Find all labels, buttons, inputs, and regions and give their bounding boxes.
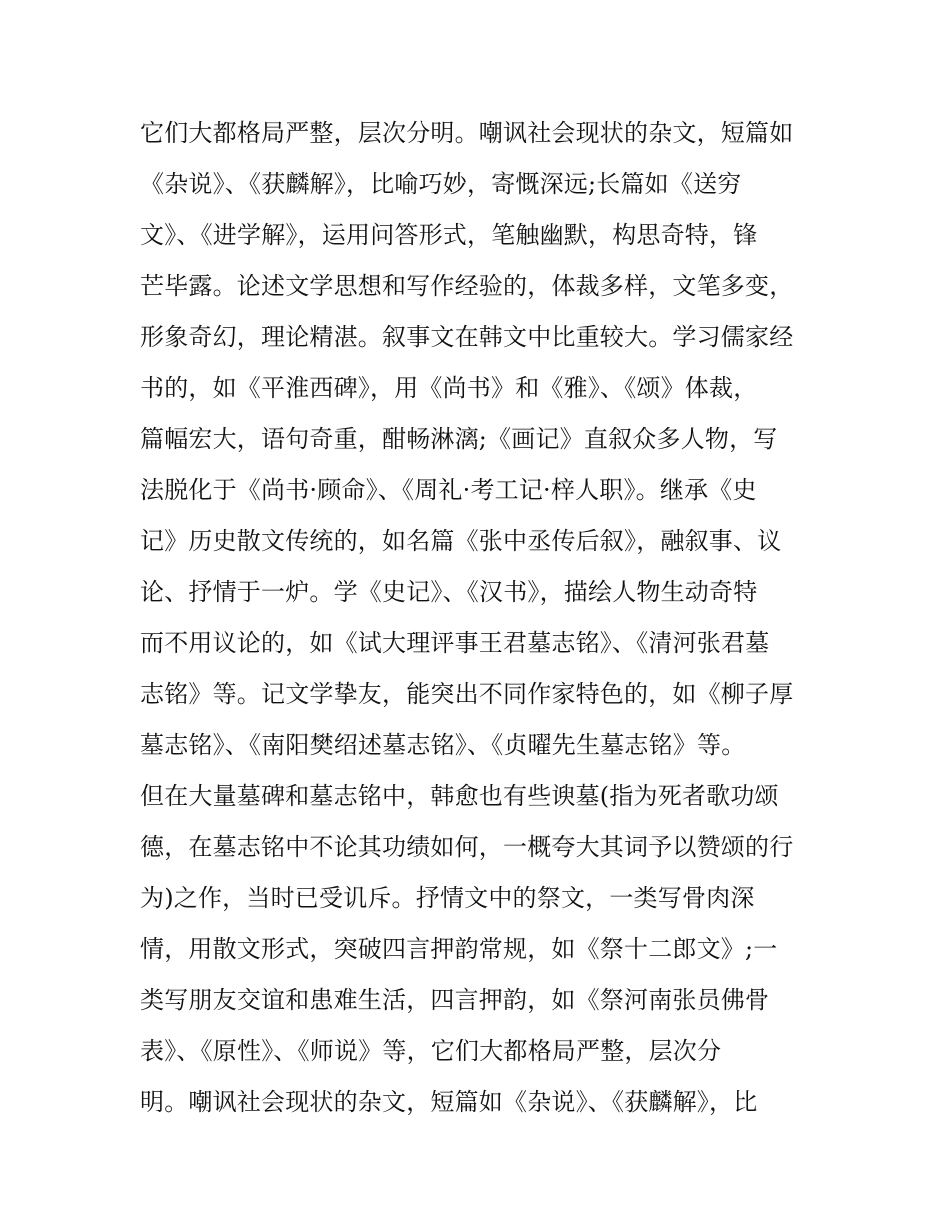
- text-line: 它们大都格局严整，层次分明。嘲讽社会现状的杂文，短篇如: [140, 119, 794, 147]
- text-line: 墓志铭》、《南阳樊绍述墓志铭》、《贞曜先生墓志铭》等。: [140, 731, 746, 759]
- text-line: 法脱化于《尚书·顾命》、《周礼·考工记·梓人职》。继承《史: [140, 476, 757, 504]
- body-text: [140, 108, 820, 1128]
- text-line: 芒毕露。论述文学思想和写作经验的，体裁多样，文笔多变，: [140, 272, 794, 300]
- text-line: 情，用散文形式，突破四言押韵常规，如《祭十二郎文》;一: [140, 935, 778, 963]
- text-line: 志铭》等。记文学挚友，能突出不同作家特色的，如《柳子厚: [140, 680, 794, 708]
- text-line: 而不用议论的，如《试大理评事王君墓志铭》、《清河张君墓: [140, 629, 770, 657]
- text-line: 德，在墓志铭中不论其功绩如何，一概夸大其词予以赞颂的行: [140, 833, 794, 861]
- text-line: 明。嘲讽社会现状的杂文，短篇如《杂说》、《获麟解》，比: [140, 1088, 758, 1116]
- text-line: 表》、《原性》、《师说》等，它们大都格局严整，层次分: [140, 1037, 722, 1065]
- text-line: 但在大量墓碑和墓志铭中，韩愈也有些谀墓(指为死者歌功颂: [140, 782, 779, 810]
- text-line: 记》历史散文传统的，如名篇《张中丞传后叙》，融叙事、议: [140, 527, 782, 555]
- text-line: 书的，如《平淮西碑》，用《尚书》和《雅》、《颂》体裁，: [140, 374, 758, 402]
- text-line: 形象奇幻，理论精湛。叙事文在韩文中比重较大。学习儒家经: [140, 323, 794, 351]
- text-line: 类写朋友交谊和患难生活，四言押韵，如《祭河南张员佛骨: [140, 986, 770, 1014]
- text-line: 为)之作，当时已受讥斥。抒情文中的祭文，一类写骨肉深: [140, 884, 755, 912]
- text-line: 篇幅宏大，语句奇重，酣畅淋漓;《画记》直叙众多人物，写: [140, 425, 778, 453]
- text-line: 《杂说》、《获麟解》，比喻巧妙，寄慨深远;长篇如《送穷: [140, 170, 742, 198]
- text-line: 论、抒情于一炉。学《史记》、《汉书》，描绘人物生动奇特: [140, 578, 758, 606]
- text-line: 文》、《进学解》，运用问答形式，笔触幽默，构思奇特，锋: [140, 221, 758, 249]
